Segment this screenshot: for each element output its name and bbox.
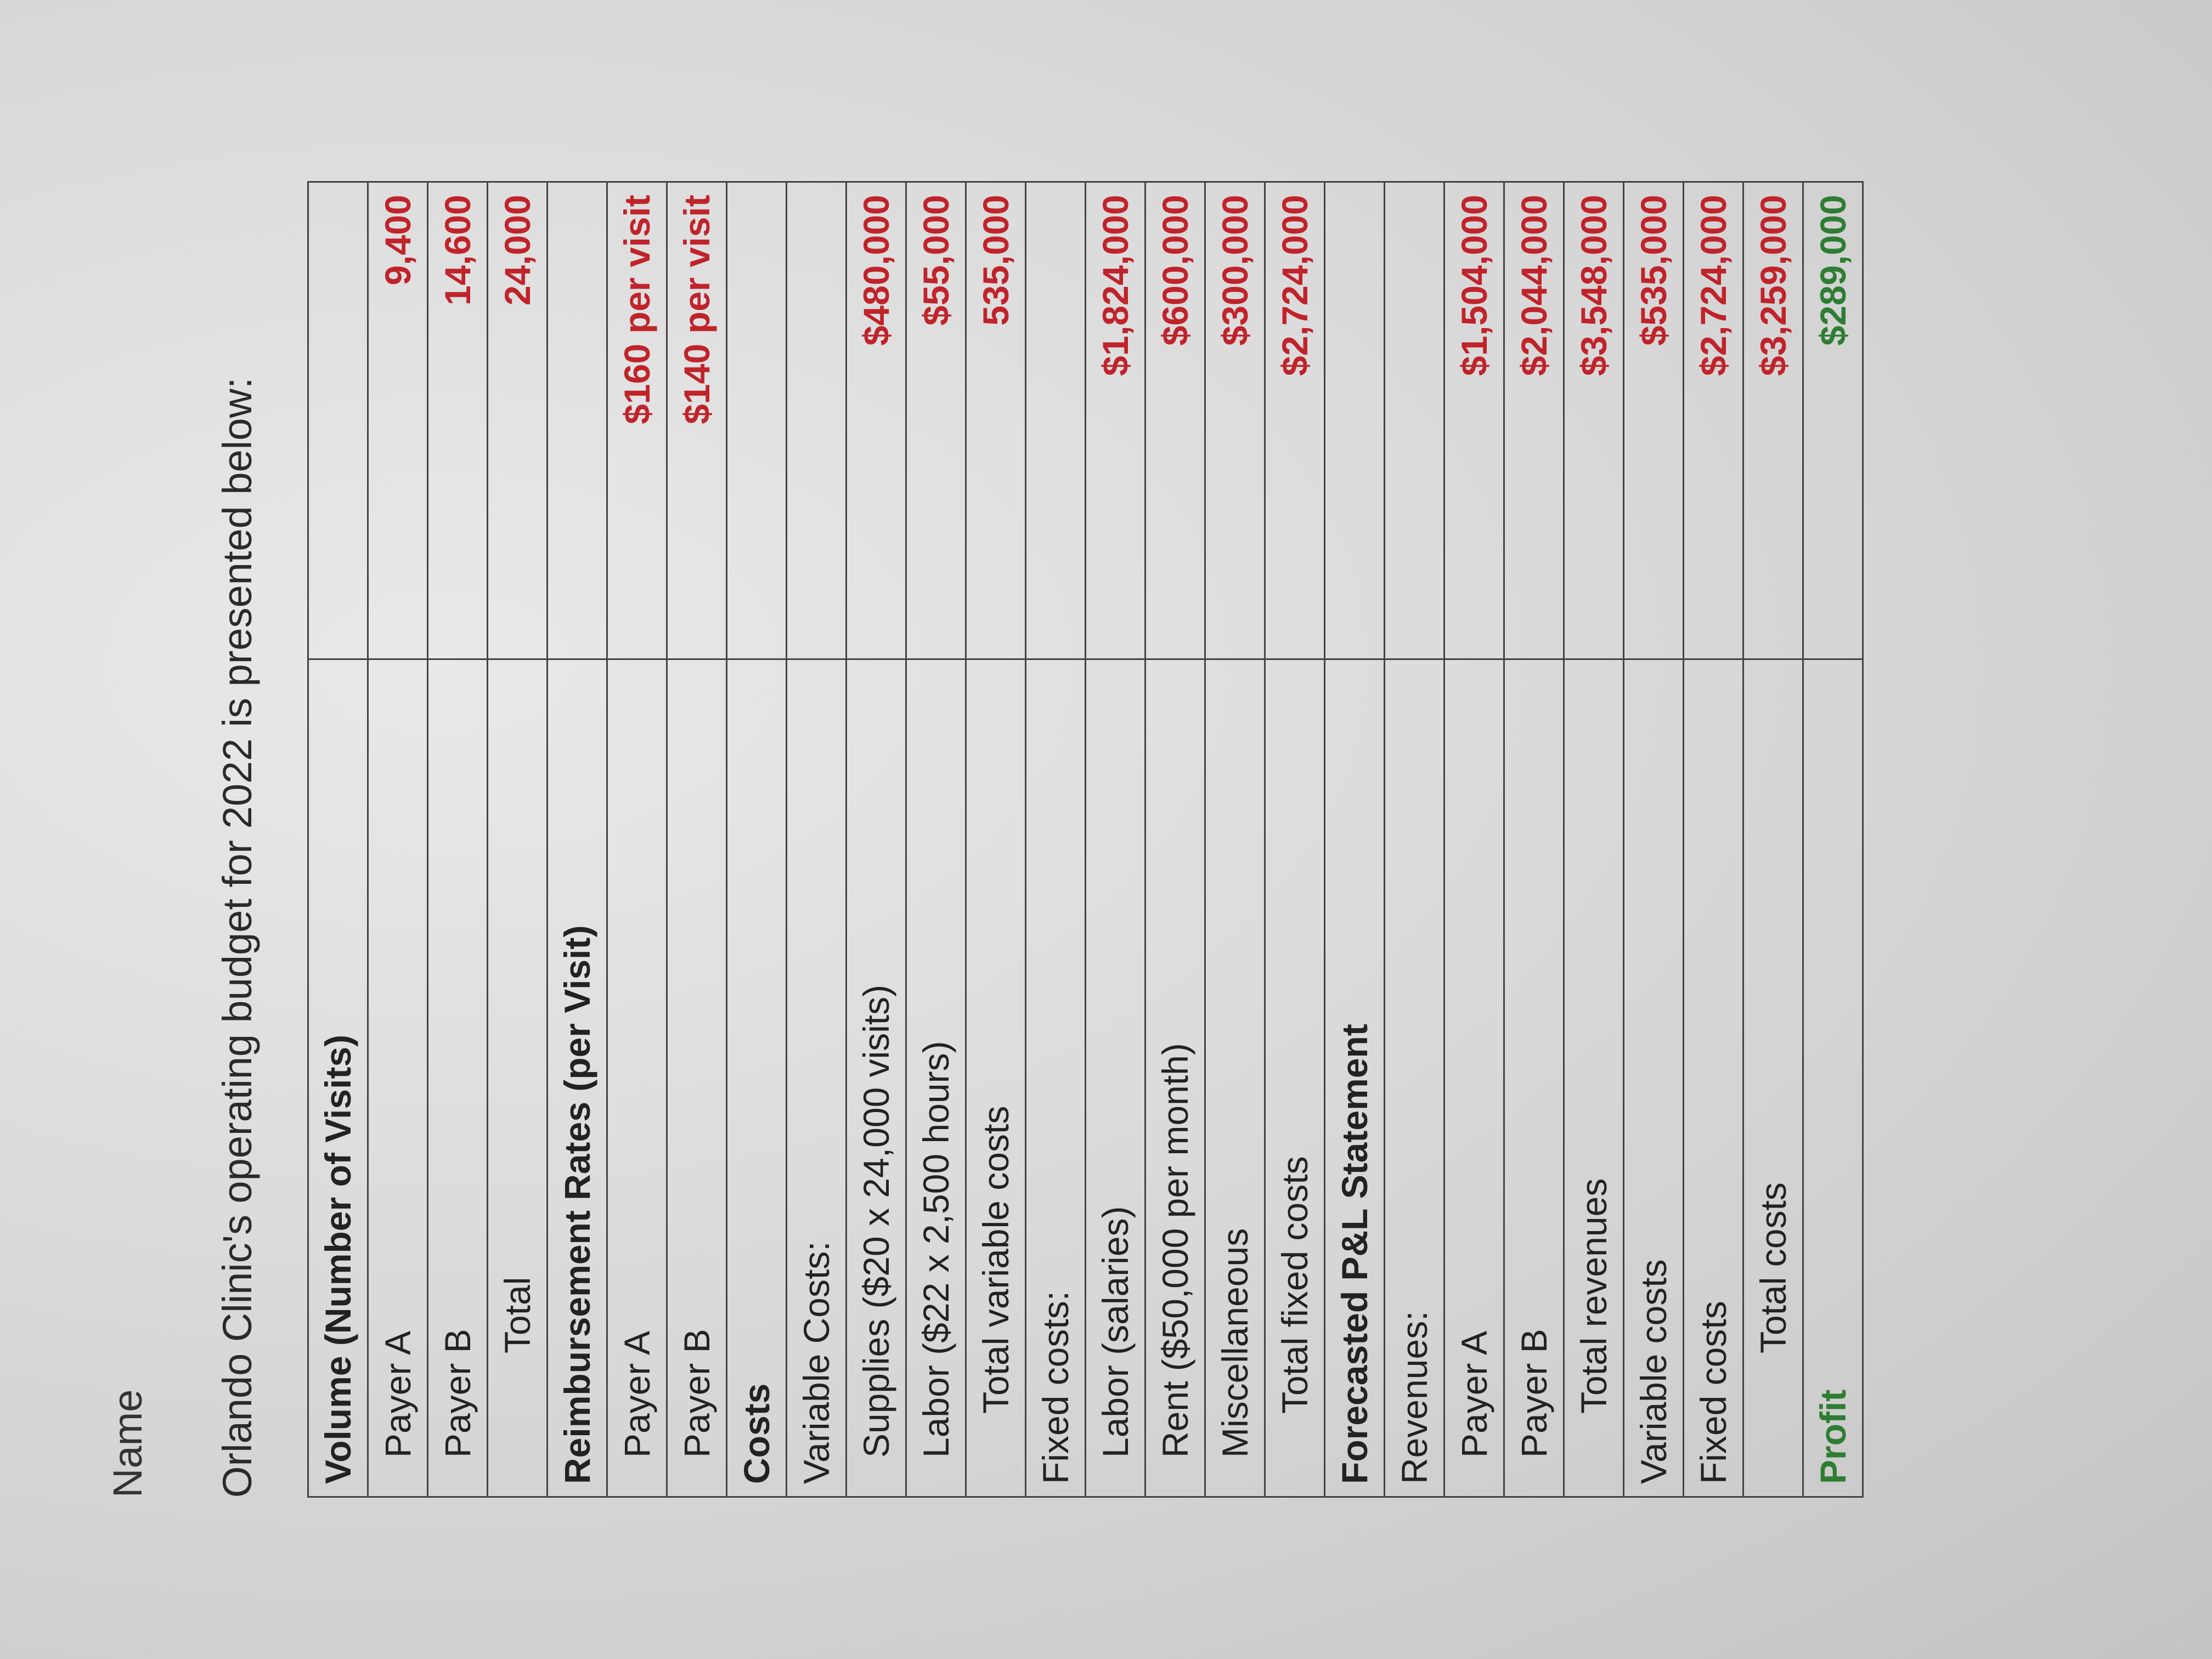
row-value — [1026, 182, 1086, 659]
table-row — [727, 182, 787, 1497]
section-heading: Volume (Number of Visits) — [308, 659, 368, 1497]
row-value: $3,548,000 — [1564, 182, 1624, 659]
row-value — [308, 182, 368, 659]
row-value: $160 per visit — [607, 182, 667, 659]
row-label: Variable Costs: — [787, 659, 847, 1497]
row-value — [1325, 182, 1385, 659]
row-value: $3,259,000 — [1743, 182, 1803, 659]
row-label: Labor (salaries) — [1086, 659, 1146, 1497]
row-value: $300,000 — [1205, 182, 1265, 659]
table-row — [1385, 182, 1444, 1497]
row-value: $2,724,000 — [1684, 182, 1743, 659]
section-heading: Reimbursement Rates (per Visit) — [548, 659, 607, 1497]
row-value: $55,000 — [906, 182, 966, 659]
row-label: Payer A — [607, 659, 667, 1497]
table-row — [368, 182, 428, 1497]
row-label: Payer A — [368, 659, 428, 1497]
row-label: Fixed costs: — [1026, 659, 1086, 1497]
row-label: Total fixed costs — [1265, 659, 1325, 1497]
table-row — [1205, 182, 1265, 1497]
table-row — [1504, 182, 1564, 1497]
row-label: Labor ($22 x 2,500 hours) — [906, 659, 966, 1497]
table-row — [1803, 182, 1863, 1497]
row-value: 24,000 — [488, 182, 548, 659]
row-label: Total — [488, 659, 548, 1497]
row-label: Variable costs — [1624, 659, 1684, 1497]
name-label: Name — [105, 1389, 150, 1498]
table-row — [906, 182, 966, 1497]
table-row — [847, 182, 906, 1497]
table-row — [1684, 182, 1743, 1497]
table-row — [548, 182, 607, 1497]
budget-table — [307, 181, 1864, 1498]
row-value: $289,000 — [1803, 182, 1863, 659]
row-value — [548, 182, 607, 659]
row-value: $1,504,000 — [1444, 182, 1504, 659]
row-value: $600,000 — [1146, 182, 1205, 659]
row-label: Payer A — [1444, 659, 1504, 1497]
section-heading: Costs — [727, 659, 787, 1497]
row-value — [787, 182, 847, 659]
row-label: Supplies ($20 x 24,000 visits) — [847, 659, 906, 1497]
row-value: $2,044,000 — [1504, 182, 1564, 659]
row-value: $480,000 — [847, 182, 906, 659]
table-row — [1444, 182, 1504, 1497]
row-value — [1385, 182, 1444, 659]
table-row — [1564, 182, 1624, 1497]
row-label: Payer B — [1504, 659, 1564, 1497]
row-label: Rent ($50,000 per month) — [1146, 659, 1205, 1497]
row-label: Fixed costs — [1684, 659, 1743, 1497]
row-label: Revenues: — [1385, 659, 1444, 1497]
row-label: Total variable costs — [966, 659, 1026, 1497]
budget-sheet — [22, 176, 2052, 1580]
row-value: 14,600 — [428, 182, 488, 659]
row-value: 535,000 — [966, 182, 1026, 659]
row-label: Payer B — [428, 659, 488, 1497]
row-value: $140 per visit — [667, 182, 727, 659]
row-label: Profit — [1803, 659, 1863, 1497]
row-value: 9,400 — [368, 182, 428, 659]
section-heading: Forecasted P&L Statement — [1325, 659, 1385, 1497]
table-row — [966, 182, 1026, 1497]
table-row — [488, 182, 548, 1497]
table-row — [1086, 182, 1146, 1497]
table-row — [787, 182, 847, 1497]
row-label: Total revenues — [1564, 659, 1624, 1497]
row-value: $2,724,000 — [1265, 182, 1325, 659]
intro-text: Orlando Clinic's operating budget for 2022 is presented below: — [215, 377, 260, 1498]
table-row — [1026, 182, 1086, 1497]
table-row — [308, 182, 368, 1497]
row-value — [727, 182, 787, 659]
row-value: $1,824,000 — [1086, 182, 1146, 659]
table-row — [1624, 182, 1684, 1497]
budget-table-body — [308, 182, 1863, 1497]
row-value: $535,000 — [1624, 182, 1684, 659]
table-row — [428, 182, 488, 1497]
row-label: Total costs — [1743, 659, 1803, 1497]
table-row — [1146, 182, 1205, 1497]
row-label: Payer B — [667, 659, 727, 1497]
table-row — [1325, 182, 1385, 1497]
table-row — [607, 182, 667, 1497]
table-row — [667, 182, 727, 1497]
row-label: Miscellaneous — [1205, 659, 1265, 1497]
table-row — [1743, 182, 1803, 1497]
table-row — [1265, 182, 1325, 1497]
